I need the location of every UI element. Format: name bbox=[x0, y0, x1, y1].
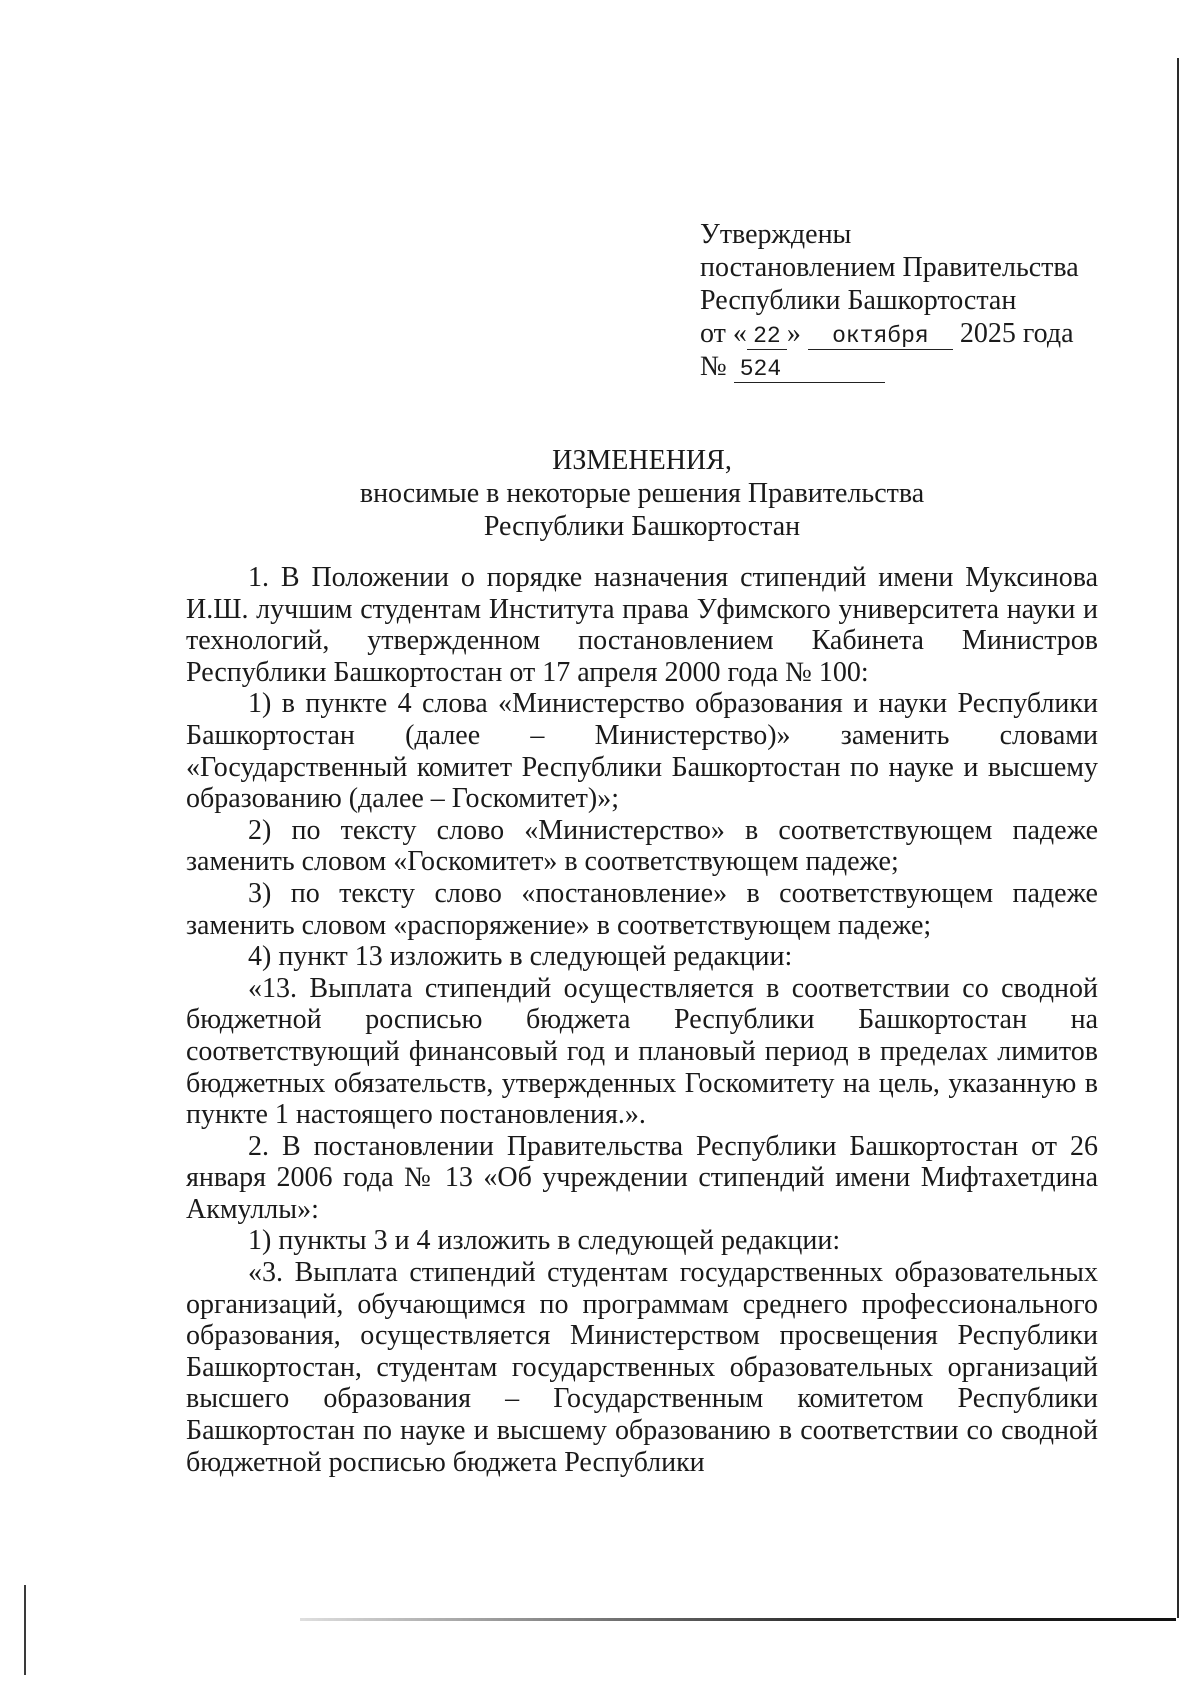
paragraph-1-1: 1) в пункте 4 слова «Министерство образования и науки Республики Башкортостан (далее – Министерство)» заменить словами «Государственный комитет Республики Башкортостан по науке и высшему образованию (далее – Госкомитет)»; bbox=[186, 688, 1098, 815]
document-title-block bbox=[186, 444, 1098, 543]
paragraph-1-4: 4) пункт 13 изложить в следующей редакции: bbox=[248, 941, 793, 973]
approval-day: 22 bbox=[747, 323, 787, 350]
approval-line-1: Утверждены bbox=[700, 219, 852, 250]
document-body bbox=[186, 562, 1098, 1478]
approval-date-mid: » bbox=[786, 318, 801, 349]
scan-page-edge-left bbox=[24, 1585, 26, 1675]
document-title: ИЗМЕНЕНИЯ, bbox=[552, 445, 732, 476]
paragraph-1-2: 2) по тексту слово «Министерство» в соответствующем падеже заменить словом «Госкомитет» в соответствующем падеже; bbox=[186, 814, 1098, 878]
approval-number-prefix: № bbox=[700, 351, 727, 382]
approval-date-prefix: от « bbox=[700, 318, 747, 349]
approval-line-2: постановлением Правительства bbox=[700, 252, 1079, 283]
approval-date-line bbox=[700, 317, 1100, 350]
paragraph-2-1-text: «3. Выплата стипендий студентам государственных образовательных организаций, обучающимся по программам среднего профессионального образования, осуществляется Министерством просвещения Республики Башкортостан, студентам государственных образовательных организаций высшего образования – Государственным комитетом Республики Башкортостан по науке и высшему образованию в соответствии со сводной бюджетной росписью бюджета Республики bbox=[186, 1257, 1098, 1478]
document-subtitle-line-1: вносимые в некоторые решения Правительства bbox=[359, 478, 925, 509]
document-subtitle-line-2: Республики Башкортостан bbox=[483, 511, 801, 542]
approval-number-line bbox=[700, 350, 1100, 383]
scan-page-edge-bottom bbox=[300, 1618, 1176, 1621]
approval-month: октября bbox=[808, 323, 953, 350]
approval-year: 2025 года bbox=[959, 318, 1074, 349]
paragraph-1: 1. В Положении о порядке назначения стипендий имени Муксинова И.Ш. лучшим студентам Института права Уфимского университета науки и технологий, утвержденном постановлением Кабинета Министров Республики Башкортостан от 17 апреля 2000 года № 100: bbox=[186, 562, 1098, 688]
scan-page-edge-right bbox=[1177, 58, 1179, 1618]
approval-line-3: Республики Башкортостан bbox=[700, 285, 1017, 316]
approval-stamp bbox=[700, 218, 1100, 383]
approval-number: 524 bbox=[734, 356, 885, 383]
paragraph-1-3: 3) по тексту слово «постановление» в соответствующем падеже заменить словом «распоряжение» в соответствующем падеже; bbox=[186, 877, 1098, 941]
paragraph-1-4-text: «13. Выплата стипендий осуществляется в соответствии со сводной бюджетной росписью бюджета Республики Башкортостан на соответствующий финансовый год и плановый период в пределах лимитов бюджетных обязательств, утвержденных Госкомитету на цель, указанную в пункте 1 настоящего постановления.». bbox=[186, 972, 1098, 1131]
paragraph-2: 2. В постановлении Правительства Республики Башкортостан от 26 января 2006 года № 13 «Об учреждении стипендий имени Мифтахетдина Акмуллы»: bbox=[186, 1130, 1098, 1225]
paragraph-2-1: 1) пункты 3 и 4 изложить в следующей редакции: bbox=[248, 1225, 841, 1257]
